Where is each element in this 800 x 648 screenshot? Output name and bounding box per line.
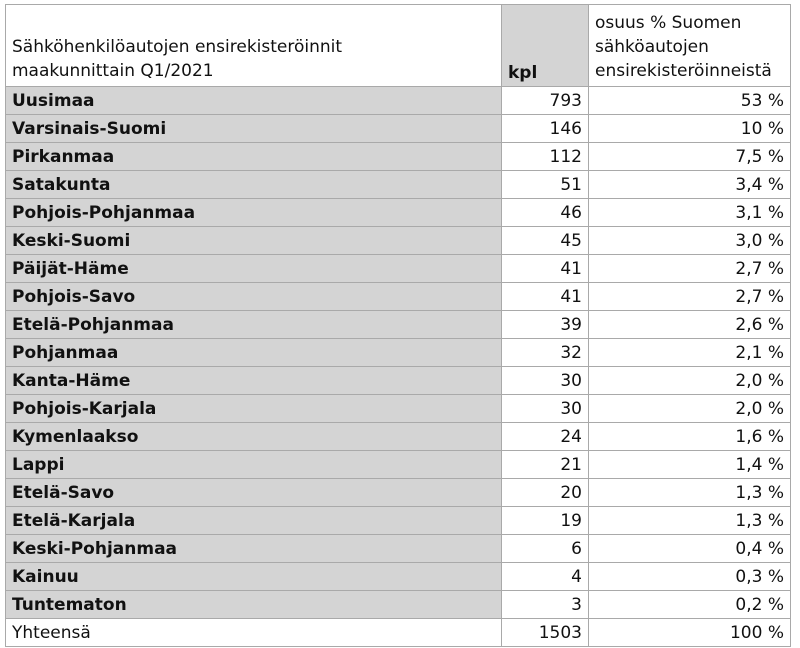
share-header-line-2: sähköautojen xyxy=(595,37,709,57)
kpl-cell: 41 xyxy=(502,283,589,311)
share-cell: 0,4 % xyxy=(589,535,791,563)
kpl-cell: 32 xyxy=(502,339,589,367)
table-row xyxy=(6,171,791,199)
share-cell: 3,4 % xyxy=(589,171,791,199)
share-cell: 53 % xyxy=(589,87,791,115)
share-cell: 3,0 % xyxy=(589,227,791,255)
table-row xyxy=(6,507,791,535)
region-cell: Etelä-Pohjanmaa xyxy=(6,311,502,339)
kpl-cell: 30 xyxy=(502,395,589,423)
kpl-cell: 46 xyxy=(502,199,589,227)
kpl-cell: 39 xyxy=(502,311,589,339)
table-row xyxy=(6,423,791,451)
kpl-cell: 30 xyxy=(502,367,589,395)
total-label-cell: Yhteensä xyxy=(6,619,502,647)
share-cell: 1,6 % xyxy=(589,423,791,451)
kpl-cell: 19 xyxy=(502,507,589,535)
share-cell: 2,1 % xyxy=(589,339,791,367)
table-row xyxy=(6,451,791,479)
share-cell: 2,7 % xyxy=(589,283,791,311)
table-row xyxy=(6,367,791,395)
region-cell: Keski-Suomi xyxy=(6,227,502,255)
table-row xyxy=(6,199,791,227)
table-row xyxy=(6,311,791,339)
share-cell: 3,1 % xyxy=(589,199,791,227)
region-cell: Pohjois-Pohjanmaa xyxy=(6,199,502,227)
table-row xyxy=(6,283,791,311)
share-header-line-1: osuus % Suomen xyxy=(595,13,742,33)
column-header-share xyxy=(589,5,791,87)
table-row xyxy=(6,339,791,367)
region-cell: Päijät-Häme xyxy=(6,255,502,283)
table-row xyxy=(6,227,791,255)
kpl-cell: 21 xyxy=(502,451,589,479)
share-cell: 7,5 % xyxy=(589,143,791,171)
region-cell: Pohjois-Karjala xyxy=(6,395,502,423)
kpl-cell: 4 xyxy=(502,563,589,591)
share-cell: 2,0 % xyxy=(589,367,791,395)
kpl-cell: 112 xyxy=(502,143,589,171)
share-cell: 0,2 % xyxy=(589,591,791,619)
share-cell: 2,7 % xyxy=(589,255,791,283)
share-cell: 0,3 % xyxy=(589,563,791,591)
total-kpl-cell: 1503 xyxy=(502,619,589,647)
table-row xyxy=(6,115,791,143)
share-cell: 1,3 % xyxy=(589,507,791,535)
table-row xyxy=(6,535,791,563)
kpl-cell: 3 xyxy=(502,591,589,619)
region-cell: Etelä-Karjala xyxy=(6,507,502,535)
header-row xyxy=(6,5,791,87)
region-cell: Pohjois-Savo xyxy=(6,283,502,311)
share-cell: 2,0 % xyxy=(589,395,791,423)
table-row xyxy=(6,87,791,115)
region-cell: Etelä-Savo xyxy=(6,479,502,507)
column-header-kpl: kpl xyxy=(502,5,589,87)
share-header-line-3: ensirekisteröinneistä xyxy=(595,61,772,81)
table-title-cell xyxy=(6,5,502,87)
share-cell: 1,3 % xyxy=(589,479,791,507)
share-cell: 10 % xyxy=(589,115,791,143)
region-cell: Kymenlaakso xyxy=(6,423,502,451)
registrations-table xyxy=(5,4,791,647)
kpl-cell: 24 xyxy=(502,423,589,451)
region-cell: Kanta-Häme xyxy=(6,367,502,395)
table-row xyxy=(6,479,791,507)
region-cell: Uusimaa xyxy=(6,87,502,115)
region-cell: Kainuu xyxy=(6,563,502,591)
kpl-cell: 20 xyxy=(502,479,589,507)
table-row xyxy=(6,395,791,423)
share-cell: 1,4 % xyxy=(589,451,791,479)
table-title-line-2: maakunnittain Q1/2021 xyxy=(12,61,214,81)
region-cell: Pohjanmaa xyxy=(6,339,502,367)
table-row xyxy=(6,255,791,283)
registrations-table-container xyxy=(5,4,791,647)
region-cell: Tuntematon xyxy=(6,591,502,619)
kpl-cell: 51 xyxy=(502,171,589,199)
region-cell: Keski-Pohjanmaa xyxy=(6,535,502,563)
table-row xyxy=(6,563,791,591)
kpl-cell: 6 xyxy=(502,535,589,563)
region-cell: Lappi xyxy=(6,451,502,479)
table-row xyxy=(6,143,791,171)
kpl-cell: 793 xyxy=(502,87,589,115)
region-cell: Satakunta xyxy=(6,171,502,199)
total-share-cell: 100 % xyxy=(589,619,791,647)
kpl-cell: 41 xyxy=(502,255,589,283)
region-cell: Varsinais-Suomi xyxy=(6,115,502,143)
region-cell: Pirkanmaa xyxy=(6,143,502,171)
kpl-cell: 146 xyxy=(502,115,589,143)
kpl-cell: 45 xyxy=(502,227,589,255)
total-row xyxy=(6,619,791,647)
share-cell: 2,6 % xyxy=(589,311,791,339)
table-row xyxy=(6,591,791,619)
table-title-line-1: Sähköhenkilöautojen ensirekisteröinnit xyxy=(12,37,343,57)
